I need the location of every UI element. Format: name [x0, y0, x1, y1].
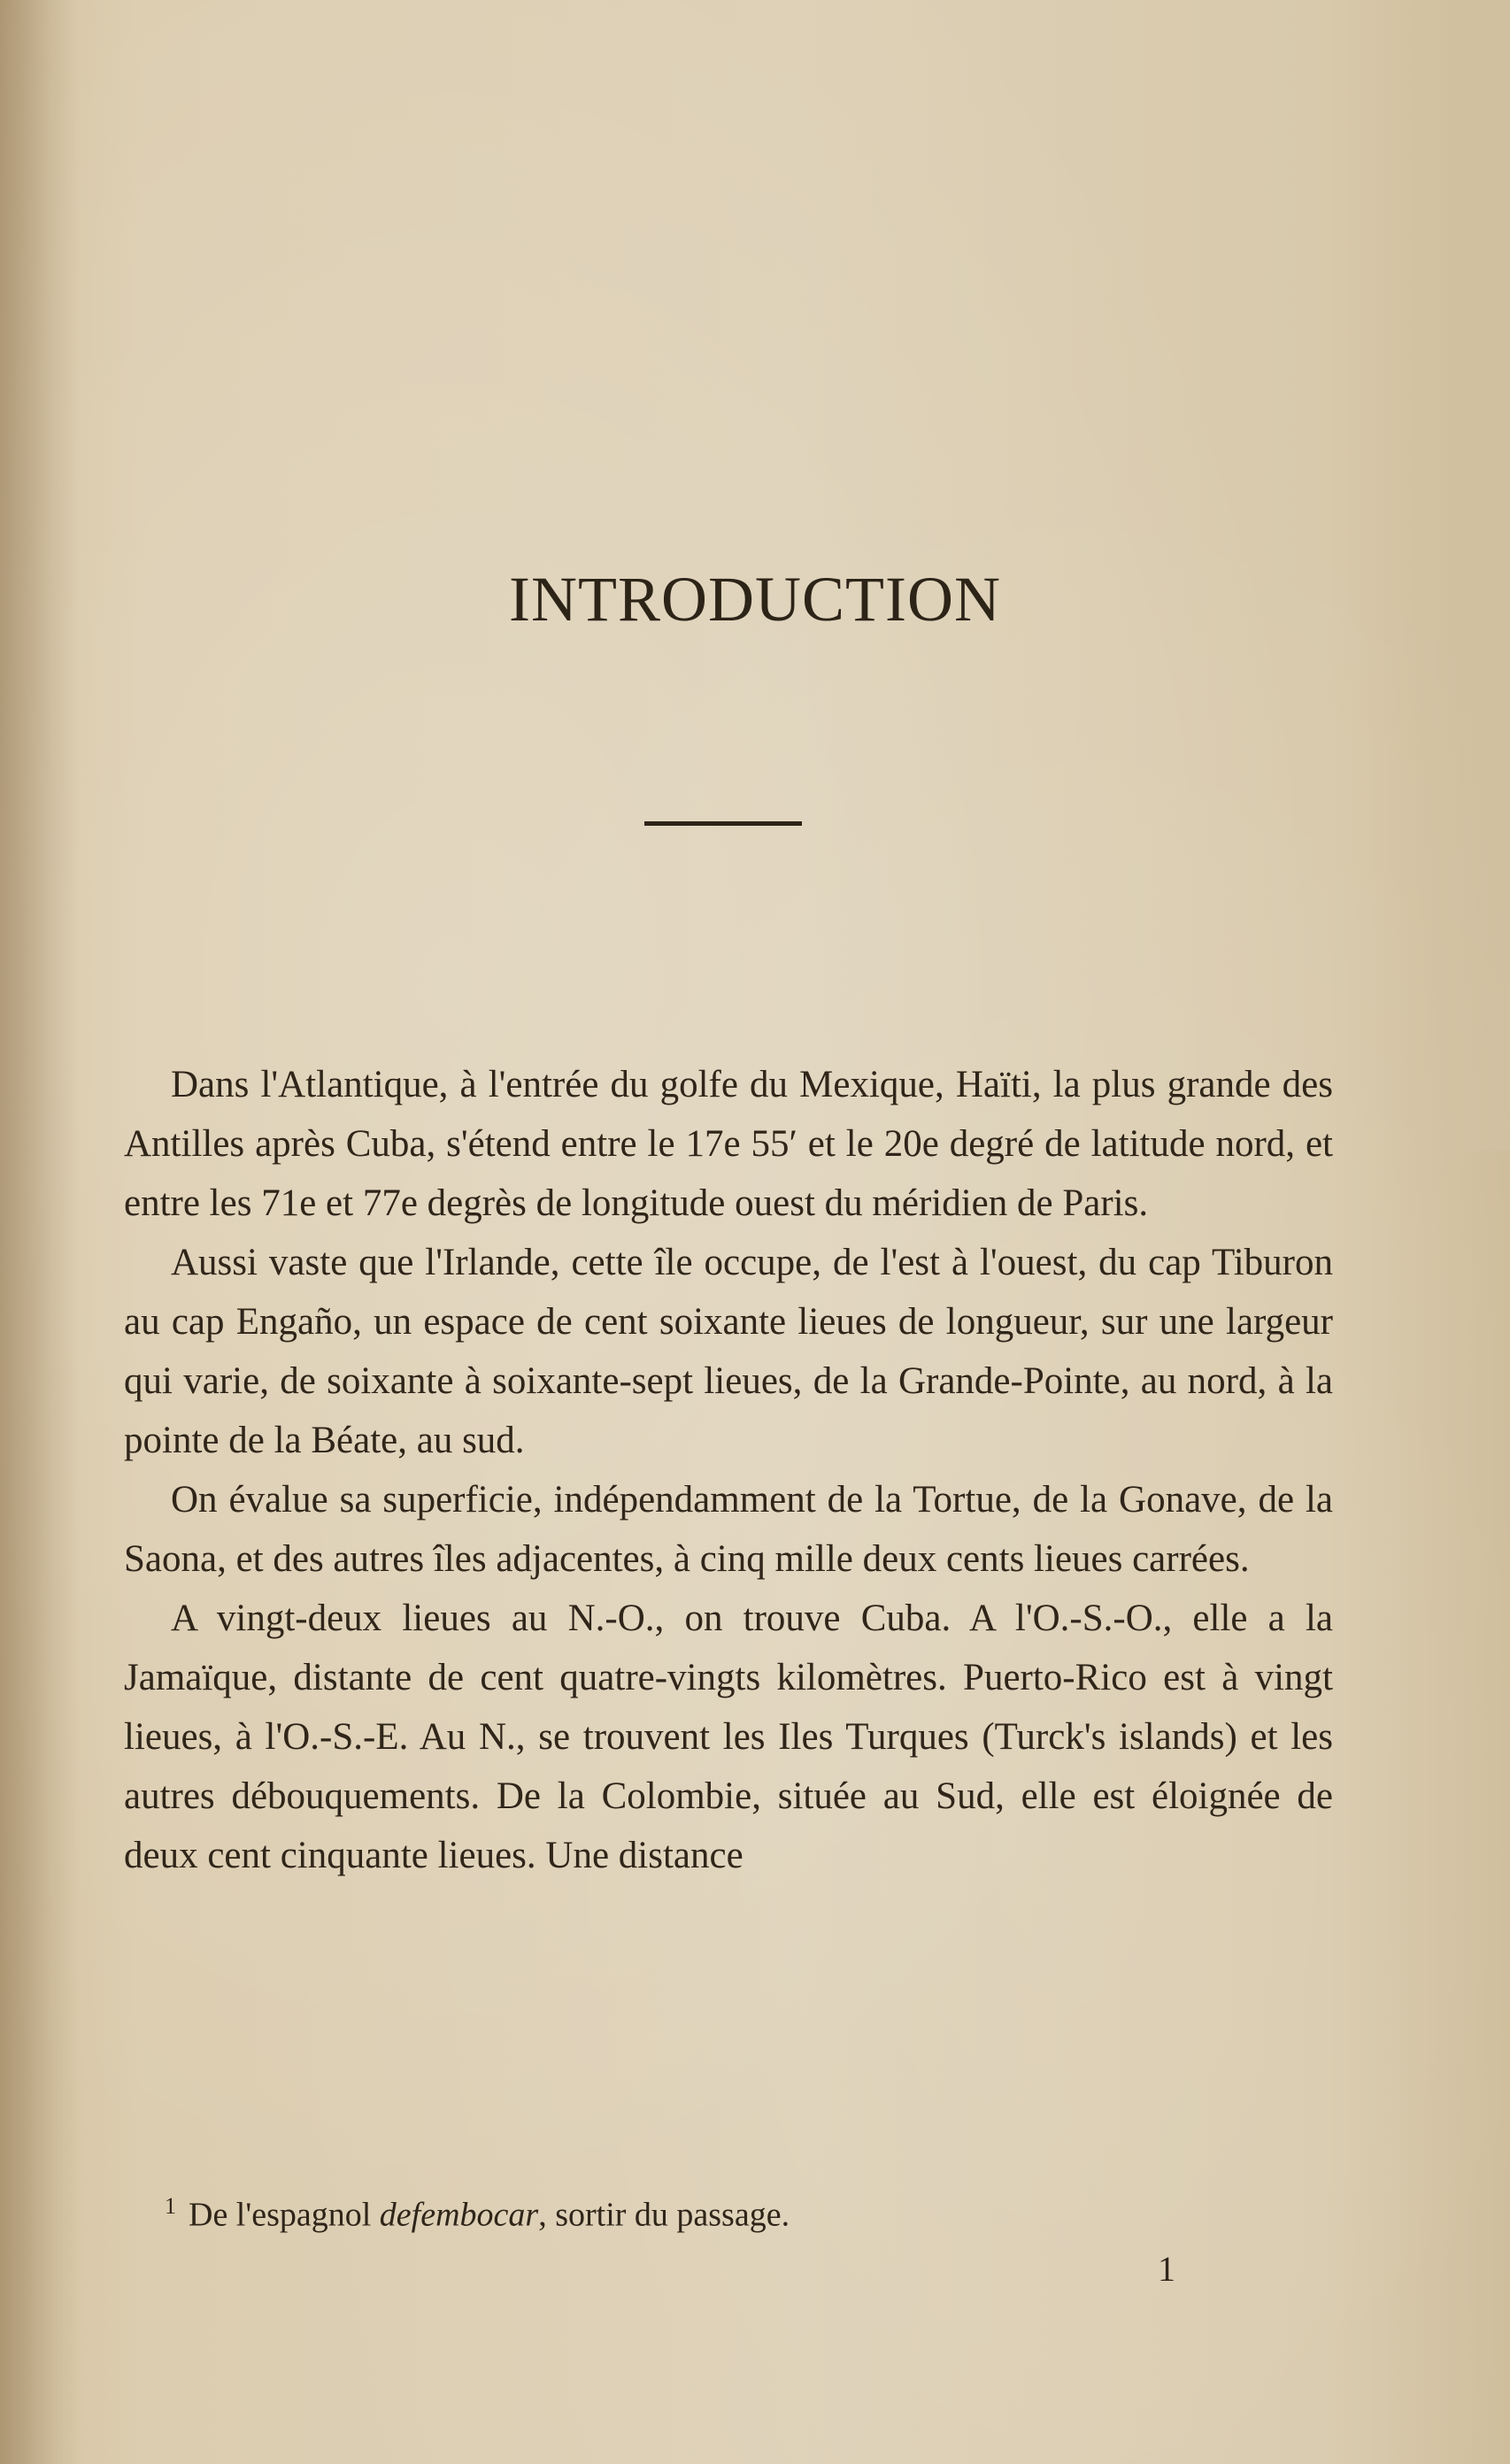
paragraph-4: A vingt-deux lieues au N.-O., on trouve Cuba. A l'O.-S.-O., elle a la Jamaïque, distante de cent quatre-vingts kilomètres. Puerto-Rico est à vingt lieues, à l'O.-S.-E. Au N., se trouvent les Iles Turques (Turck's islands) et les autres débouquements. De la Colombie, située au Sud, elle est éloignée de deux cent cinquante lieues. Une distance — [124, 1598, 1333, 1876]
title-rule — [644, 821, 802, 826]
body-text — [124, 1055, 1333, 1885]
spine-shadow — [0, 0, 80, 2464]
page-number: 1 — [1158, 2249, 1175, 2289]
footnote-marker: 1 — [165, 2193, 176, 2219]
footnote — [165, 2193, 790, 2235]
footnote-italic-word: defembocar — [379, 2196, 539, 2234]
paragraph-1: Dans l'Atlantique, à l'entrée du golfe du Mexique, Haïti, la plus grande des Antilles après Cuba, s'étend entre le 17e 55′ et le 20e degré de latitude nord, et entre les 71e et 77e degrès de longitude ouest du méridien de Paris. — [124, 1064, 1333, 1224]
paragraph-3: On évalue sa superficie, indépendamment de la Tortue, de la Gonave, de la Saona, et des autres îles adjacentes, à cinq mille deux cents lieues carrées. — [124, 1479, 1333, 1580]
footnote-text-before: De l'espagnol — [189, 2196, 380, 2234]
footnote-text-after: , sortir du passage. — [538, 2196, 790, 2234]
chapter-title: INTRODUCTION — [509, 564, 1001, 635]
paragraph-2: Aussi vaste que l'Irlande, cette île occupe, de l'est à l'ouest, du cap Tiburon au cap Engaño, un espace de cent soixante lieues de longueur, sur une largeur qui varie, de soixante à soixante-sept lieues, de la Grande-Pointe, au nord, à la pointe de la Béate, au sud. — [124, 1242, 1333, 1461]
